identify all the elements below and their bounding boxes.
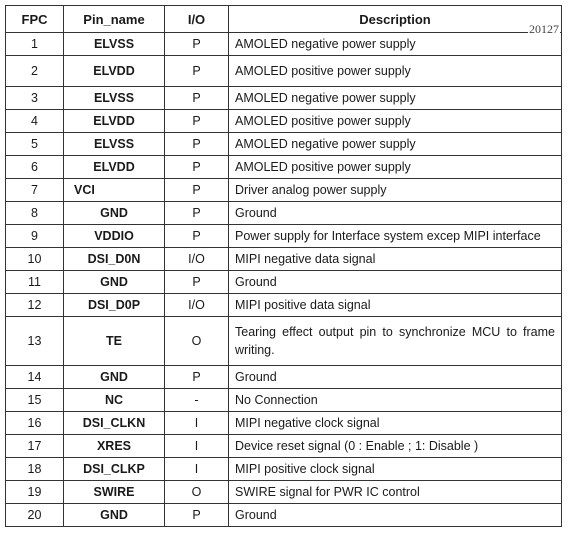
fpc-cell: 2 xyxy=(6,56,64,87)
description-cell: Power supply for Interface system excep MIPI interface xyxy=(229,225,562,248)
pin-name-cell: DSI_CLKP xyxy=(64,458,165,481)
io-cell: P xyxy=(165,179,229,202)
pin-name-cell: XRES xyxy=(64,435,165,458)
fpc-cell: 19 xyxy=(6,481,64,504)
table-row xyxy=(6,87,562,110)
fpc-cell: 16 xyxy=(6,412,64,435)
io-cell: I/O xyxy=(165,248,229,271)
fpc-cell: 8 xyxy=(6,202,64,225)
description-cell: No Connection xyxy=(229,389,562,412)
pin-name-cell: GND xyxy=(64,366,165,389)
io-cell: I/O xyxy=(165,294,229,317)
table-row xyxy=(6,389,562,412)
fpc-cell: 9 xyxy=(6,225,64,248)
pin-name-cell: DSI_D0P xyxy=(64,294,165,317)
io-cell: P xyxy=(165,156,229,179)
table-row xyxy=(6,504,562,527)
description-cell: MIPI positive clock signal xyxy=(229,458,562,481)
table-row xyxy=(6,481,562,504)
fpc-cell: 11 xyxy=(6,271,64,294)
table-row xyxy=(6,248,562,271)
fpc-cell: 18 xyxy=(6,458,64,481)
fpc-cell: 10 xyxy=(6,248,64,271)
table-row xyxy=(6,294,562,317)
description-cell: Ground xyxy=(229,504,562,527)
pin-name-cell: ELVDD xyxy=(64,56,165,87)
description-cell: AMOLED negative power supply xyxy=(229,133,562,156)
table-row xyxy=(6,33,562,56)
description-cell: Ground xyxy=(229,366,562,389)
io-cell: - xyxy=(165,389,229,412)
io-cell: P xyxy=(165,504,229,527)
table-row xyxy=(6,317,562,366)
pin-name-cell: TE xyxy=(64,317,165,366)
io-cell: O xyxy=(165,481,229,504)
header-pin-name: Pin_name xyxy=(64,6,165,33)
table-row xyxy=(6,156,562,179)
table-row xyxy=(6,435,562,458)
description-cell: Device reset signal (0 : Enable ; 1: Disable ) xyxy=(229,435,562,458)
table-row xyxy=(6,412,562,435)
description-cell: MIPI positive data signal xyxy=(229,294,562,317)
fpc-cell: 1 xyxy=(6,33,64,56)
description-cell: AMOLED negative power supply xyxy=(229,33,562,56)
description-cell: AMOLED positive power supply xyxy=(229,156,562,179)
table-row xyxy=(6,458,562,481)
io-cell: I xyxy=(165,435,229,458)
fpc-cell: 20 xyxy=(6,504,64,527)
fpc-cell: 4 xyxy=(6,110,64,133)
pin-name-cell: NC xyxy=(64,389,165,412)
description-cell: Ground xyxy=(229,202,562,225)
table-row xyxy=(6,133,562,156)
table-row xyxy=(6,56,562,87)
pin-name-cell: SWIRE xyxy=(64,481,165,504)
io-cell: O xyxy=(165,317,229,366)
pin-name-cell: DSI_CLKN xyxy=(64,412,165,435)
pin-name-cell: DSI_D0N xyxy=(64,248,165,271)
pin-name-cell: ELVDD xyxy=(64,156,165,179)
pin-name-cell: ELVSS xyxy=(64,87,165,110)
description-cell: Tearing effect output pin to synchronize MCU to frame writing. xyxy=(229,317,562,366)
header-fpc: FPC xyxy=(6,6,64,33)
pin-name-cell: GND xyxy=(64,202,165,225)
pin-name-cell: VCI xyxy=(64,179,165,202)
header-description: Description xyxy=(229,6,562,33)
description-cell: Ground xyxy=(229,271,562,294)
io-cell: I xyxy=(165,412,229,435)
pin-name-cell: ELVSS xyxy=(64,133,165,156)
fpc-cell: 12 xyxy=(6,294,64,317)
table-row xyxy=(6,179,562,202)
header-io: I/O xyxy=(165,6,229,33)
table-row xyxy=(6,110,562,133)
description-cell: AMOLED negative power supply xyxy=(229,87,562,110)
description-cell: AMOLED positive power supply xyxy=(229,110,562,133)
description-cell: MIPI negative clock signal xyxy=(229,412,562,435)
pin-name-cell: GND xyxy=(64,271,165,294)
io-cell: P xyxy=(165,271,229,294)
table-row xyxy=(6,225,562,248)
table-row xyxy=(6,271,562,294)
fpc-cell: 15 xyxy=(6,389,64,412)
io-cell: P xyxy=(165,56,229,87)
pin-name-cell: ELVDD xyxy=(64,110,165,133)
pin-definition-table xyxy=(5,5,562,527)
fpc-cell: 17 xyxy=(6,435,64,458)
fpc-cell: 14 xyxy=(6,366,64,389)
io-cell: P xyxy=(165,202,229,225)
table-row xyxy=(6,202,562,225)
io-cell: I xyxy=(165,458,229,481)
table-row xyxy=(6,366,562,389)
io-cell: P xyxy=(165,33,229,56)
io-cell: P xyxy=(165,87,229,110)
description-cell: Driver analog power supply xyxy=(229,179,562,202)
pin-name-cell: ELVSS xyxy=(64,33,165,56)
pin-name-cell: VDDIO xyxy=(64,225,165,248)
description-cell: SWIRE signal for PWR IC control xyxy=(229,481,562,504)
table-header-row xyxy=(6,6,562,33)
fpc-cell: 3 xyxy=(6,87,64,110)
io-cell: P xyxy=(165,225,229,248)
fpc-cell: 6 xyxy=(6,156,64,179)
io-cell: P xyxy=(165,133,229,156)
pin-name-cell: GND xyxy=(64,504,165,527)
fpc-cell: 7 xyxy=(6,179,64,202)
description-cell: AMOLED positive power supply xyxy=(229,56,562,87)
corner-note: 20127 xyxy=(529,22,559,36)
description-cell: MIPI negative data signal xyxy=(229,248,562,271)
fpc-cell: 5 xyxy=(6,133,64,156)
fpc-cell: 13 xyxy=(6,317,64,366)
io-cell: P xyxy=(165,110,229,133)
io-cell: P xyxy=(165,366,229,389)
